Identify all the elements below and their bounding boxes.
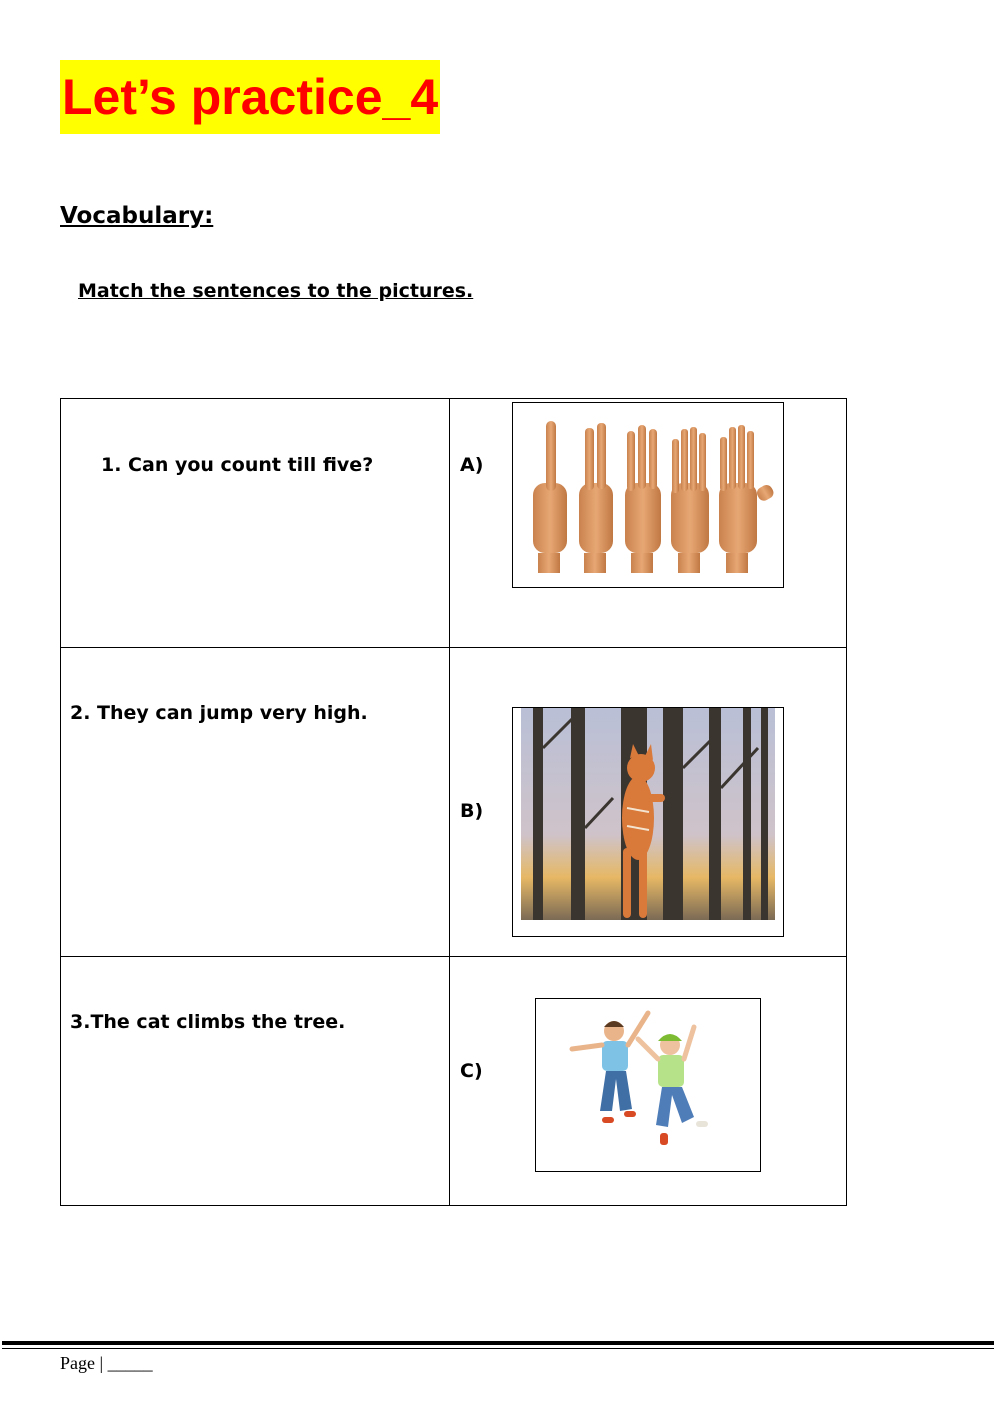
section-heading: Vocabulary:	[60, 203, 214, 229]
matching-table	[60, 398, 847, 1206]
kids-jumping-icon	[535, 998, 761, 1172]
worksheet-title: Let’s practice_4	[60, 60, 440, 134]
page-number-footer: Page | _____	[60, 1353, 153, 1373]
table-row	[61, 399, 847, 648]
table-row	[61, 957, 847, 1206]
counting-fingers-icon	[512, 402, 784, 588]
cat-climbing-tree-icon	[512, 707, 784, 937]
sentence-2: 2. They can jump very high.	[70, 702, 368, 724]
sentence-cell	[61, 957, 450, 1206]
instruction-text: Match the sentences to the pictures.	[78, 280, 474, 302]
picture-cell	[450, 399, 847, 648]
answer-letter-b: B)	[460, 800, 484, 822]
table-row	[61, 648, 847, 957]
picture-cell	[450, 648, 847, 957]
sentence-3: 3.The cat climbs the tree.	[70, 1011, 346, 1033]
answer-letter-c: C)	[460, 1060, 483, 1082]
footer-divider-thin	[2, 1348, 994, 1349]
sentence-1: 1. Can you count till five?	[101, 454, 374, 476]
picture-cell	[450, 957, 847, 1206]
sentence-cell	[61, 399, 450, 648]
sentence-cell	[61, 648, 450, 957]
answer-letter-a: A)	[460, 454, 484, 476]
footer-divider-thick	[2, 1341, 994, 1345]
